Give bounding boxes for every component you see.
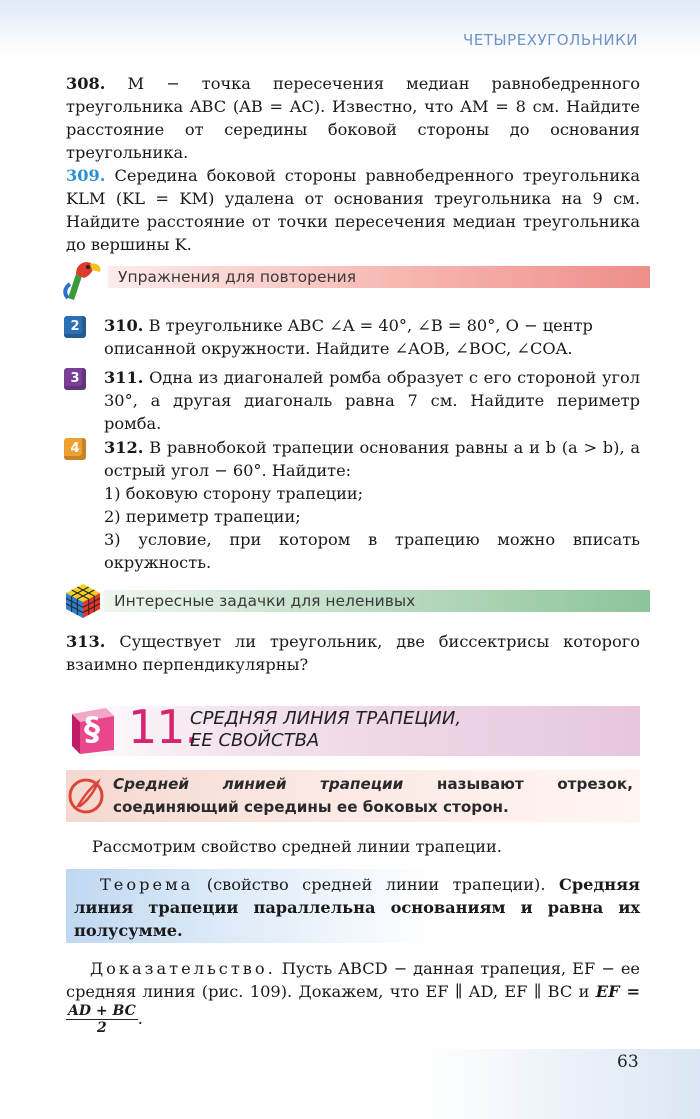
paragraph-title [190,708,461,752]
problem-text: Существует ли треугольник, две биссектрисы которого взаимно перпендикулярны? [66,632,640,674]
proof-label: Доказательство. [90,959,276,978]
level-2-icon: 2 [64,316,86,338]
paragraph-title-line: СРЕДНЯЯ ЛИНИЯ ТРАПЕЦИИ, [190,708,462,729]
level-3-icon: 3 [64,368,86,390]
problem-text: В треугольнике ABC ∠A = 40°, ∠B = 80°, O − центр описанной окружности. Найдите ∠AOB, ∠BOC, ∠COA. [104,316,593,358]
list-item: 3) условие, при котором в трапецию можно вписать окружность. [104,530,640,572]
theorem-note: (свойство средней линии трапеции). [193,875,559,894]
problem-310 [104,314,640,360]
problem-313 [66,630,640,676]
intro-sentence: Рассмотрим свойство средней линии трапеции. [92,837,502,856]
definition-term: Средней линией трапеции [113,775,404,793]
problem-312 [104,436,640,574]
fraction [66,1003,138,1036]
formula-lhs: EF = [595,982,641,1001]
page-header-band [0,0,700,58]
fraction-numerator: AD + BC [68,1003,136,1019]
page-number: 63 [617,1052,639,1072]
chapter-title: ЧЕТЫРЕХУГОЛЬНИКИ [463,31,638,49]
definition-text [113,773,633,819]
problem-text: В равнобокой трапеции основания равны a и b (a > b), а острый угол − 60°. Найдите: [104,438,640,480]
problem-text: Одна из диагоналей ромба образует с его стороной угол 30°, а другая диагональ равна 7 см. Найдите периметр ромба. [104,368,640,433]
problem-number: 308. [66,74,106,93]
theorem-statement: Средняя линия трапеции параллельна основаниям и равна их полусумме. [74,875,640,940]
proof [66,957,640,1036]
paragraph-title-line: ЕЕ СВОЙСТВА [190,730,320,751]
paragraph-number: 11. [128,700,199,754]
problem-number: 309. [66,166,106,185]
formula-end: . [137,1009,143,1028]
review-section-header: Упражнения для повторения [108,266,650,288]
page-footer-band [0,1049,700,1119]
paragraph-symbol: § [84,710,100,748]
problem-text: Середина боковой стороны равнобедренного треугольника KLM (KL = KM) удалена от основания треугольника на 9 см. Найдите расстояние от точки пересечения медиан треугольника до вершины K. [66,166,640,254]
list-item: 2) периметр трапеции; [104,507,301,526]
quill-pen-icon [66,776,106,816]
problem-311 [104,366,640,435]
fun-section-header: Интересные задачки для нeленивых [104,590,650,612]
problem-number: 313. [66,632,106,651]
level-4-icon: 4 [64,438,86,460]
problem-309 [66,164,640,256]
theorem-label: Теорема [100,875,194,894]
problem-number: 311. [104,368,144,387]
proof-text: Пусть ABCD − данная трапеция, EF − ее средняя линия (рис. 109). Докажем, что EF ∥ AD, EF ∥ BC и [66,959,640,1001]
list-item: 1) боковую сторону трапеции; [104,484,364,503]
definition-body: называют отрезок, соединяющий середины ее боковых сторон. [113,775,633,816]
theorem [74,873,640,942]
fraction-denominator: 2 [96,1020,107,1036]
problem-308 [66,72,640,164]
problem-text: M − точка пересечения медиан равнобедренного треугольника ABC (AB = AC). Известно, что AM = 8 см. Найдите расстояние от середины боковой стороны до основания треугольника. [66,74,640,162]
parrot-icon [62,254,106,302]
problem-number: 312. [104,438,144,457]
problem-number: 310. [104,316,144,335]
rubiks-cube-icon [64,582,102,620]
